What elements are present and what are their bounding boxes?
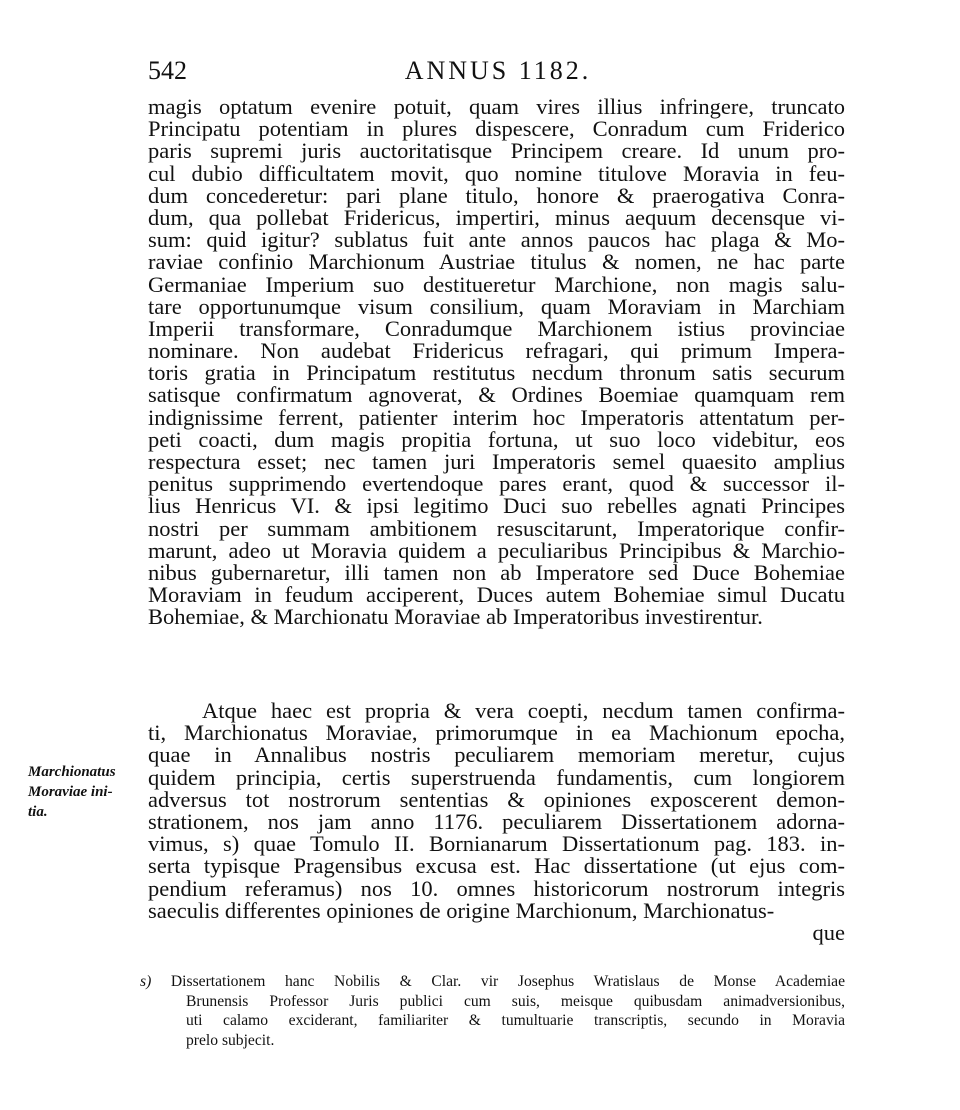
text-line: toris gratia in Principatum restitutus necdum thronum satis securum <box>148 360 845 386</box>
page-number: 542 <box>148 56 187 85</box>
text-line: dum concederetur: pari plane titulo, honore & praerogativa Conra- <box>148 182 845 208</box>
footnote-line: prelo subjecit. <box>186 1031 275 1049</box>
text-line: indignissime ferrent, patienter interim hoc Imperatoris attentatum per- <box>148 404 845 430</box>
text-line: cul dubio difficultatem movit, quo nomine titulove Moravia in feu- <box>148 160 845 186</box>
text-line: Imperii transformare, Conradumque Marchionem istius provinciae <box>148 315 845 341</box>
text-line: raviae confinio Marchionum Austriae titulus & nomen, ne hac parte <box>148 249 845 275</box>
text-line: Bohemiae, & Marchionatu Moraviae ab Imperatoribus investirentur. <box>148 604 763 630</box>
paragraph-1 <box>148 96 845 629</box>
text-line: quidem principia, certis superstruenda fundamentis, cum longiorem <box>148 764 845 790</box>
marginal-note-line: Marchionatus <box>28 764 116 780</box>
paragraph-2 <box>148 700 845 944</box>
text-line: magis optatum evenire potuit, quam vires illius infringere, truncato <box>148 94 845 119</box>
running-title: ANNUS 1182. <box>404 56 592 85</box>
footnote-text: Dissertationem hanc Nobilis & Clar. vir Josephus Wratislaus de Monse Academiae <box>170 973 845 990</box>
text-line: Atque haec est propria & vera coepti, necdum tamen confirma- <box>202 698 845 723</box>
text-line: sum: quid igitur? sublatus fuit ante annos paucos hac plaga & Mo- <box>148 227 845 253</box>
text-line: tare opportunumque visum consilium, quam Moraviam in Marchiam <box>148 293 845 319</box>
footnote-line-1 <box>140 972 845 992</box>
text-line: ti, Marchionatus Moraviae, primorumque in ea Machionum epocha, <box>148 720 845 746</box>
footnote-line: uti calamo exciderant, familiariter & tumultuarie transcriptis, secundo in Moravia <box>186 1012 845 1029</box>
footnote-marker: s) <box>140 973 152 990</box>
text-line: adversus tot nostrorum sententias & opiniones exposcerent demon- <box>148 786 845 812</box>
marginal-note <box>28 762 148 822</box>
text-line: Germaniae Imperium suo destitueretur Marchione, non magis salu- <box>148 271 845 297</box>
page-header <box>148 56 848 92</box>
text-line: satisque confirmatum agnoverat, & Ordines Boemiae quamquam rem <box>148 382 845 408</box>
text-line: nibus gubernaretur, illi tamen non ab Imperatore sed Duce Bohemiae <box>148 559 845 585</box>
text-line: marunt, adeo ut Moravia quidem a peculiaribus Principibus & Marchio- <box>148 537 845 563</box>
text-line: respectura esset; nec tamen juri Imperatoris semel quaesito amplius <box>148 449 845 474</box>
text-line: serta typisque Pragensibus excusa est. Hac dissertatione (ut ejus com- <box>148 853 845 879</box>
text-line: strationem, nos jam anno 1176. peculiarem Dissertationem adorna- <box>148 808 845 834</box>
text-line: vimus, s) quae Tomulo II. Bornianarum Dissertationum pag. 183. in- <box>148 831 845 857</box>
text-line: nostri per summam ambitionem resuscitarunt, Imperatorique confir- <box>148 515 845 541</box>
footnote <box>140 972 845 1050</box>
text-line: lius Henricus VI. & ipsi legitimo Duci suo rebelles agnati Principes <box>148 493 845 519</box>
text-line: peti coacti, dum magis propitia fortuna, ut suo loco videbitur, eos <box>148 426 845 452</box>
footnote-line: Brunensis Professor Juris publici cum suis, meisque quibusdam animadversionibus, <box>186 992 845 1010</box>
marginal-note-line: tia. <box>28 804 48 820</box>
text-line: que <box>812 919 845 945</box>
text-line: dum, qua pollebat Fridericus, impertiri, minus aequum decensque vi- <box>148 204 845 230</box>
text-line: quae in Annalibus nostris peculiarem memoriam meretur, cujus <box>148 742 845 768</box>
text-line: penitus supprimendo evertendoque pares erant, quod & successor il- <box>148 471 845 497</box>
text-line: Moraviam in feudum acciperent, Duces autem Bohemiae simul Ducatu <box>148 582 845 608</box>
marginal-note-line: Moraviae ini- <box>28 784 113 800</box>
text-line: pendium referamus) nos 10. omnes historicorum nostrorum integris <box>148 875 845 901</box>
text-line: paris supremi juris auctoritatisque Principem creare. Id unum pro- <box>148 138 845 164</box>
text-line: saeculis differentes opiniones de origine Marchionum, Marchionatus- <box>148 897 775 923</box>
text-line: nominare. Non audebat Fridericus refragari, qui primum Impera- <box>148 338 845 364</box>
text-line: Principatu potentiam in plures dispescere, Conradum cum Friderico <box>148 116 845 142</box>
